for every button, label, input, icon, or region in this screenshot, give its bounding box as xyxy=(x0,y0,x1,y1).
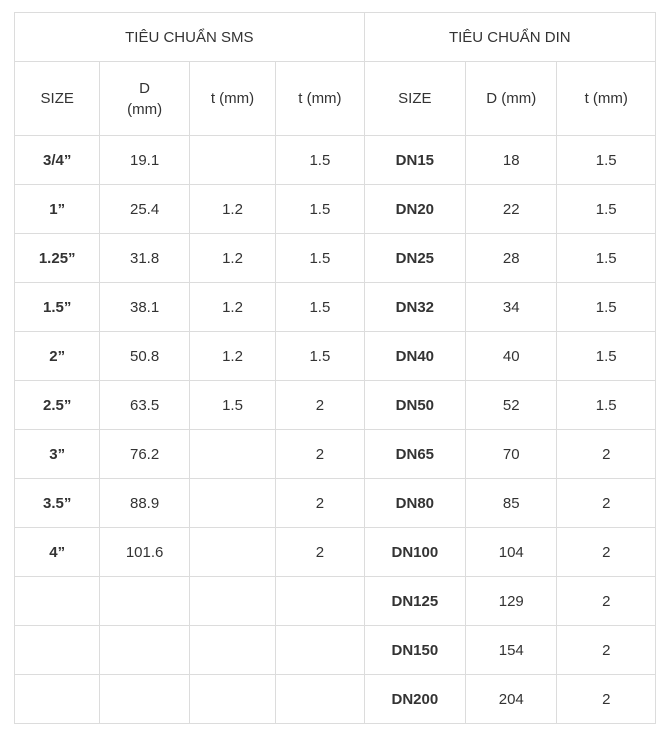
sms-thickness-cell-1: 1.2 xyxy=(189,234,275,283)
din-size-cell: DN65 xyxy=(364,430,465,479)
sms-size-cell: 3” xyxy=(15,430,100,479)
sms-thickness-cell-1 xyxy=(189,479,275,528)
sms-thickness-cell-2 xyxy=(276,626,364,675)
din-thickness-cell: 2 xyxy=(557,479,656,528)
sms-diameter-header-line2: (mm) xyxy=(127,100,163,118)
sms-thickness-cell-2 xyxy=(276,577,364,626)
pipe-size-table xyxy=(14,12,656,724)
din-thickness-cell: 2 xyxy=(557,577,656,626)
din-diameter-cell: 70 xyxy=(466,430,557,479)
table-row xyxy=(15,479,656,528)
column-header-row xyxy=(15,62,656,136)
table-row xyxy=(15,577,656,626)
sms-thickness-cell-2: 1.5 xyxy=(276,136,364,185)
din-size-cell: DN150 xyxy=(364,626,465,675)
din-thickness-cell: 2 xyxy=(557,430,656,479)
table-row xyxy=(15,185,656,234)
sms-size-cell xyxy=(15,675,100,724)
din-size-header: SIZE xyxy=(364,62,465,136)
sms-thickness-cell-2: 2 xyxy=(276,528,364,577)
din-thickness-cell: 1.5 xyxy=(557,185,656,234)
sms-thickness-cell-1: 1.2 xyxy=(189,185,275,234)
sms-thickness-cell-2: 1.5 xyxy=(276,185,364,234)
din-size-cell: DN15 xyxy=(364,136,465,185)
din-size-cell: DN25 xyxy=(364,234,465,283)
pipe-size-table-container xyxy=(14,12,656,724)
din-size-cell: DN32 xyxy=(364,283,465,332)
sms-thickness-cell-2: 2 xyxy=(276,479,364,528)
sms-thickness-cell-2 xyxy=(276,675,364,724)
sms-diameter-cell: 31.8 xyxy=(100,234,189,283)
sms-thickness-cell-1 xyxy=(189,136,275,185)
din-thickness-cell: 1.5 xyxy=(557,283,656,332)
table-row xyxy=(15,332,656,381)
din-standard-header: TIÊU CHUẨN DIN xyxy=(364,13,655,62)
din-diameter-cell: 52 xyxy=(466,381,557,430)
din-thickness-cell: 1.5 xyxy=(557,136,656,185)
din-diameter-cell: 34 xyxy=(466,283,557,332)
din-diameter-cell: 22 xyxy=(466,185,557,234)
sms-diameter-cell: 101.6 xyxy=(100,528,189,577)
din-size-cell: DN40 xyxy=(364,332,465,381)
sms-standard-header: TIÊU CHUẨN SMS xyxy=(15,13,365,62)
sms-thickness-cell-1 xyxy=(189,577,275,626)
sms-thickness-cell-2: 2 xyxy=(276,381,364,430)
din-thickness-header: t (mm) xyxy=(557,62,656,136)
table-row xyxy=(15,528,656,577)
table-row xyxy=(15,136,656,185)
din-diameter-cell: 85 xyxy=(466,479,557,528)
din-size-cell: DN200 xyxy=(364,675,465,724)
sms-diameter-header xyxy=(100,62,189,136)
table-row xyxy=(15,626,656,675)
sms-thickness-cell-1: 1.2 xyxy=(189,283,275,332)
sms-size-cell xyxy=(15,577,100,626)
sms-diameter-cell xyxy=(100,626,189,675)
din-size-cell: DN50 xyxy=(364,381,465,430)
din-thickness-cell: 2 xyxy=(557,675,656,724)
sms-diameter-cell: 76.2 xyxy=(100,430,189,479)
sms-size-cell: 1” xyxy=(15,185,100,234)
sms-thickness-cell-1 xyxy=(189,528,275,577)
sms-diameter-cell: 38.1 xyxy=(100,283,189,332)
din-thickness-cell: 2 xyxy=(557,626,656,675)
sms-size-cell: 4” xyxy=(15,528,100,577)
table-body xyxy=(15,136,656,724)
sms-size-cell: 3.5” xyxy=(15,479,100,528)
sms-diameter-cell: 19.1 xyxy=(100,136,189,185)
group-header-row xyxy=(15,13,656,62)
sms-thickness-header-2: t (mm) xyxy=(276,62,364,136)
sms-size-cell: 2.5” xyxy=(15,381,100,430)
sms-thickness-cell-2: 1.5 xyxy=(276,332,364,381)
din-diameter-cell: 204 xyxy=(466,675,557,724)
sms-thickness-cell-1: 1.2 xyxy=(189,332,275,381)
din-diameter-header: D (mm) xyxy=(466,62,557,136)
sms-diameter-cell: 50.8 xyxy=(100,332,189,381)
sms-diameter-cell: 88.9 xyxy=(100,479,189,528)
sms-thickness-cell-2: 1.5 xyxy=(276,234,364,283)
din-diameter-cell: 40 xyxy=(466,332,557,381)
sms-diameter-cell: 63.5 xyxy=(100,381,189,430)
sms-diameter-cell xyxy=(100,675,189,724)
sms-thickness-cell-1 xyxy=(189,626,275,675)
din-thickness-cell: 2 xyxy=(557,528,656,577)
din-diameter-cell: 129 xyxy=(466,577,557,626)
sms-diameter-cell xyxy=(100,577,189,626)
table-row xyxy=(15,675,656,724)
sms-size-cell: 2” xyxy=(15,332,100,381)
din-diameter-cell: 104 xyxy=(466,528,557,577)
table-row xyxy=(15,283,656,332)
sms-thickness-cell-2: 2 xyxy=(276,430,364,479)
sms-size-cell: 1.25” xyxy=(15,234,100,283)
din-diameter-cell: 154 xyxy=(466,626,557,675)
sms-size-cell: 3/4” xyxy=(15,136,100,185)
din-size-cell: DN100 xyxy=(364,528,465,577)
din-diameter-cell: 18 xyxy=(466,136,557,185)
sms-diameter-header-line1: D xyxy=(139,79,151,97)
sms-diameter-cell: 25.4 xyxy=(100,185,189,234)
table-row xyxy=(15,234,656,283)
din-diameter-cell: 28 xyxy=(466,234,557,283)
din-thickness-cell: 1.5 xyxy=(557,381,656,430)
table-row xyxy=(15,430,656,479)
din-thickness-cell: 1.5 xyxy=(557,234,656,283)
sms-thickness-cell-1 xyxy=(189,430,275,479)
sms-thickness-header-1: t (mm) xyxy=(189,62,275,136)
table-row xyxy=(15,381,656,430)
din-size-cell: DN125 xyxy=(364,577,465,626)
din-size-cell: DN80 xyxy=(364,479,465,528)
sms-thickness-cell-1 xyxy=(189,675,275,724)
sms-thickness-cell-1: 1.5 xyxy=(189,381,275,430)
din-size-cell: DN20 xyxy=(364,185,465,234)
sms-size-cell: 1.5” xyxy=(15,283,100,332)
din-thickness-cell: 1.5 xyxy=(557,332,656,381)
sms-thickness-cell-2: 1.5 xyxy=(276,283,364,332)
sms-size-cell xyxy=(15,626,100,675)
sms-size-header: SIZE xyxy=(15,62,100,136)
